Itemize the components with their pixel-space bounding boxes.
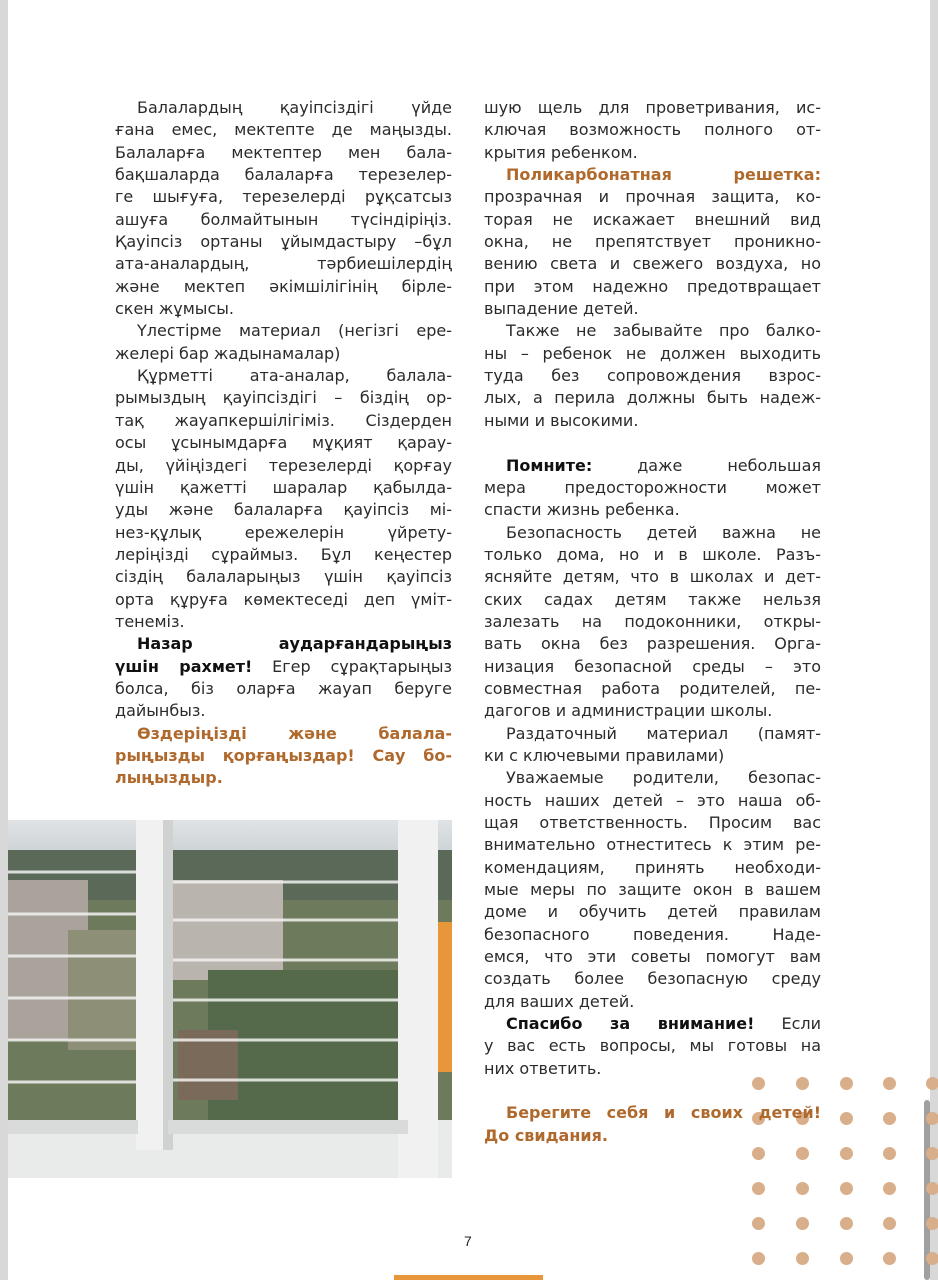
text-line: үшін қажетті шаралар қабылда-	[115, 477, 452, 497]
text-line: для ваших детей.	[484, 991, 635, 1011]
paragraph	[484, 164, 821, 320]
text-line: ключая возможность полного от-	[484, 120, 821, 140]
text-line: щая ответственность. Просим вас	[484, 813, 821, 832]
text-line	[484, 164, 821, 186]
text-line	[115, 656, 452, 678]
text-line: залезать на подоконники, откры-	[484, 611, 821, 631]
paragraph	[484, 97, 821, 164]
text-line: ды, үйіңіздегі терезелерді қорғау	[115, 455, 452, 475]
text-line: леріңізді сұраймыз. Бұл кеңестер	[115, 544, 452, 564]
text-line: Берегите себя и своих детей!	[506, 1103, 821, 1123]
text-line: Балалардың қауіпсіздігі үйде	[137, 98, 452, 117]
text-line: туда без сопровождения взрос-	[484, 366, 821, 386]
text-line: ны – ребенок не должен выходить	[484, 343, 821, 363]
text-line: Құрметті ата-аналар, балала-	[137, 366, 452, 386]
decorative-dot	[752, 1252, 765, 1265]
decorative-dot	[752, 1147, 765, 1160]
decorative-dot	[796, 1217, 809, 1230]
text-line	[484, 1013, 821, 1035]
decorative-dot	[926, 1112, 938, 1125]
text-line: ге шығуға, терезелерді рұқсатсыз	[115, 187, 452, 207]
text-line: осы ұсынымдарға мұқият қарау-	[115, 433, 452, 453]
right-column-russian	[484, 97, 821, 1147]
text-line: при этом надежно предотвращает	[484, 276, 821, 296]
paragraph	[484, 1013, 821, 1080]
text-line: рыңызды қорғаңыздар! Сау бо-	[115, 745, 452, 765]
text-line: низация безопасной среды – это	[484, 656, 821, 676]
document-page	[8, 0, 930, 1280]
page-number: 7	[464, 1233, 472, 1249]
decorative-dot	[926, 1147, 938, 1160]
text-line: дагогов и администрации школы.	[484, 701, 773, 721]
text-line: сіздің балаларыңыз үшін қауіпсіз	[115, 567, 452, 587]
text-line: және мектеп әкімшілігінің бірле-	[115, 276, 452, 296]
text-line	[484, 455, 821, 477]
paragraph	[484, 522, 821, 723]
text-line: создать более безопасную среду	[484, 969, 821, 989]
text-line: Балаларға мектептер мен бала-	[115, 142, 452, 162]
accent-heading: Поликарбонатная решетка:	[506, 165, 821, 185]
bold-lead: Назар аударғандарыңыз	[137, 634, 452, 654]
text-line: нез-құлық ережелерін үйрету-	[115, 522, 452, 542]
text-line: ность наших детей – это наша об-	[484, 790, 821, 810]
decorative-dot	[840, 1077, 853, 1090]
text-run: Егер сұрақтарыңыз	[252, 656, 453, 676]
text-line: внимательно отнеститесь к этим ре-	[484, 835, 821, 855]
text-line: доме и обучить детей правилам	[484, 902, 821, 922]
text-line: ашуға болмайтынын түсіндіріңіз.	[115, 209, 452, 229]
text-line: спасти жизнь ребенка.	[484, 500, 680, 520]
decorative-dot	[883, 1217, 896, 1230]
text-line: выпадение детей.	[484, 299, 639, 319]
text-line: вать окна без разрешения. Орга-	[484, 634, 821, 654]
decorative-dot	[883, 1112, 896, 1125]
decorative-dot	[926, 1252, 938, 1265]
text-line: ясняйте детям, что в школах и дет-	[484, 567, 821, 587]
paragraph	[484, 455, 821, 522]
text-run: даже небольшая	[592, 455, 821, 475]
orange-accent-bar	[438, 922, 452, 1072]
text-line: комендациям, принять необходи-	[484, 857, 821, 877]
text-line: крытия ребенком.	[484, 142, 638, 162]
text-line: ғана емес, мектепте де маңызды.	[115, 120, 452, 140]
paragraph	[115, 365, 452, 633]
bold-lead: Спасибо за внимание!	[506, 1014, 755, 1034]
decorative-dot	[926, 1182, 938, 1195]
text-line: бақшаларда балаларға терезелер-	[115, 165, 452, 185]
text-line: Раздаточный материал (памят-	[506, 723, 821, 743]
paragraph	[115, 723, 452, 790]
decorative-dot	[840, 1252, 853, 1265]
paragraph	[484, 767, 821, 1013]
window-safety-grille-photo	[8, 820, 452, 1178]
text-line: Уважаемые родители, безопас-	[506, 768, 821, 788]
paragraph	[115, 97, 452, 320]
text-line: окна, не препятствует проникно-	[484, 232, 821, 252]
text-line: лых, а перила должны быть надеж-	[484, 388, 821, 408]
text-line: рымыздың қауіпсіздігі – біздің ор-	[115, 388, 452, 408]
text-line: Үлестірме материал (негізгі ере-	[137, 321, 452, 341]
paragraph	[484, 723, 821, 768]
decorative-dot	[883, 1182, 896, 1195]
text-line: мые меры по защите окон в вашем	[484, 880, 821, 900]
decorative-dot	[796, 1147, 809, 1160]
decorative-dot	[796, 1252, 809, 1265]
decorative-dot	[840, 1217, 853, 1230]
decorative-dot	[883, 1252, 896, 1265]
text-line: только дома, но и в школе. Разъ-	[484, 544, 821, 564]
text-line: емся, что эти советы помогут вам	[484, 947, 821, 967]
text-line: ки с ключевыми правилами)	[484, 745, 725, 765]
text-line: Безопасность детей важна не	[506, 522, 821, 542]
text-line: у вас есть вопросы, мы готовы на	[484, 1036, 821, 1056]
text-line: Өздеріңізді және балала-	[137, 723, 452, 743]
text-line: До свидания.	[484, 1125, 608, 1145]
decorative-dot	[883, 1147, 896, 1160]
text-line: ными и высокими.	[484, 410, 639, 430]
text-line: них ответить.	[484, 1058, 602, 1078]
footer-orange-bar	[394, 1275, 543, 1280]
text-line: ских садах детям также нельзя	[484, 589, 821, 609]
bold-lead: Помните:	[506, 455, 593, 475]
decorative-dot	[752, 1217, 765, 1230]
paragraph	[115, 633, 452, 722]
left-column-kazakh	[115, 97, 452, 790]
decorative-dot	[752, 1182, 765, 1195]
text-line: скен жұмысы.	[115, 299, 234, 319]
decorative-dot	[840, 1182, 853, 1195]
text-line: вению света и свежего воздуха, но	[484, 254, 821, 274]
decorative-dot	[926, 1217, 938, 1230]
decorative-dot	[796, 1182, 809, 1195]
text-line: желері бар жадынамалар)	[115, 343, 341, 363]
decorative-dot	[840, 1112, 853, 1125]
text-line: безопасного поведения. Наде-	[484, 924, 821, 944]
text-line: тақ жауапкершілігіміз. Сіздерден	[115, 410, 452, 430]
paragraph	[115, 320, 452, 365]
decorative-dot	[840, 1147, 853, 1160]
text-line: торая не искажает внешний вид	[484, 209, 821, 229]
text-line: шую щель для проветривания, ис-	[484, 98, 821, 117]
text-line: прозрачная и прочная защита, ко-	[484, 187, 821, 207]
text-line: тенеміз.	[115, 611, 185, 631]
text-line: уды және балаларға қауіпсіз мі-	[115, 500, 452, 520]
text-run: Если	[754, 1014, 821, 1034]
paragraph	[484, 1102, 821, 1147]
text-line: орта құруға көмектеседі деп үміт-	[115, 589, 452, 609]
text-line: болса, біз оларға жауап беруге	[115, 678, 452, 698]
text-line: совместная работа родителей, пе-	[484, 678, 821, 698]
text-line: ата-аналардың, тәрбиешілердің	[115, 254, 452, 274]
text-line: Қауіпсіз ортаны ұйымдастыру –бұл	[115, 232, 452, 252]
decorative-dot	[883, 1077, 896, 1090]
text-line: лыңыздыр.	[115, 768, 223, 788]
text-line: мера предосторожности может	[484, 477, 821, 497]
text-line: Также не забывайте про балко-	[506, 321, 821, 341]
text-line	[115, 633, 452, 655]
paragraph	[484, 320, 821, 432]
bold-lead: үшін рахмет!	[115, 656, 253, 676]
text-line: дайынбыз.	[115, 701, 206, 721]
decorative-dot	[926, 1077, 938, 1090]
